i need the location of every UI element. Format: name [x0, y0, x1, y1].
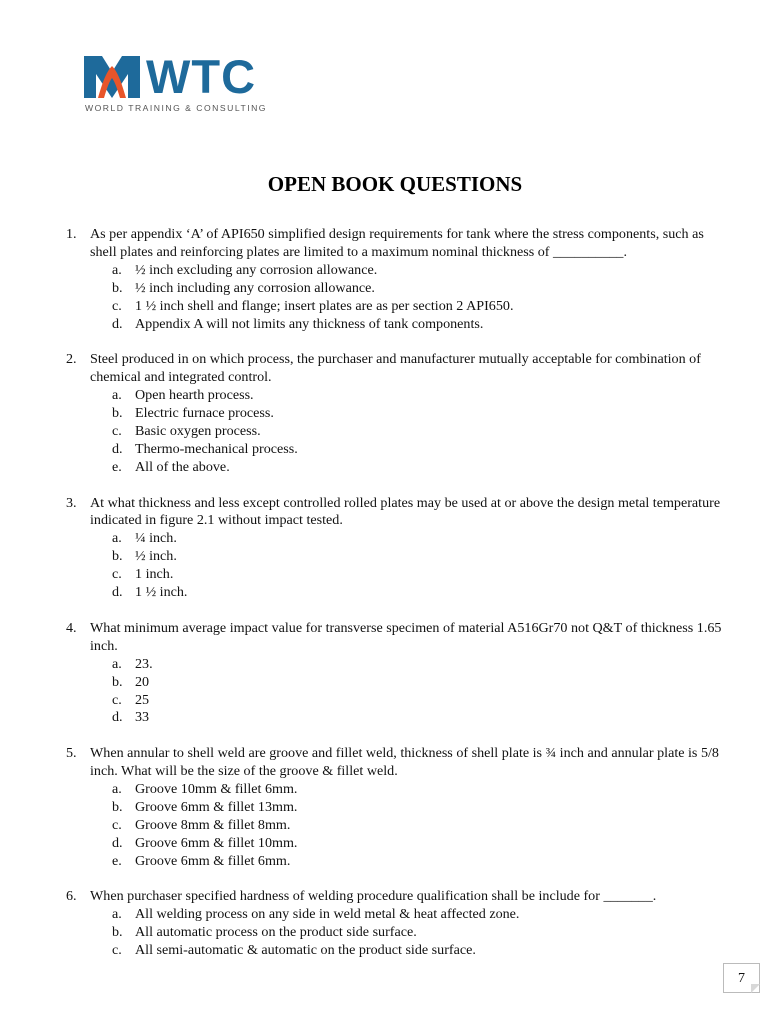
option-letter: d.	[112, 584, 123, 601]
question-number: 2.	[66, 351, 77, 368]
option-letter: a.	[112, 781, 122, 798]
option-letter: e.	[112, 458, 122, 475]
option-text: Groove 10mm & fillet 6mm.	[135, 781, 298, 798]
option-letter: b.	[112, 405, 123, 422]
answer-option	[66, 781, 726, 799]
question-item	[66, 888, 726, 960]
option-text: 1 ½ inch.	[135, 584, 188, 601]
option-text: Groove 8mm & fillet 8mm.	[135, 816, 291, 833]
option-letter: a.	[112, 655, 122, 672]
answer-option	[66, 692, 726, 710]
answer-option	[66, 853, 726, 871]
answer-option	[66, 280, 726, 298]
option-text: Groove 6mm & fillet 10mm.	[135, 834, 298, 851]
answer-option	[66, 924, 726, 942]
answer-option	[66, 441, 726, 459]
option-letter: b.	[112, 924, 123, 941]
answer-option	[66, 530, 726, 548]
question-number: 5.	[66, 745, 77, 762]
option-letter: c.	[112, 422, 122, 439]
question-text: Steel produced in on which process, the purchaser and manufacturer mutually acceptable for combination of chemical and integrated control.	[90, 351, 701, 386]
question-item	[66, 226, 726, 333]
question-number: 3.	[66, 494, 77, 511]
question-number: 1.	[66, 226, 77, 242]
answer-option	[66, 405, 726, 423]
option-letter: c.	[112, 297, 122, 314]
option-letter: b.	[112, 798, 123, 815]
logo-text: WTC	[146, 50, 257, 103]
option-text: 33	[135, 709, 150, 726]
option-text: ½ inch.	[135, 548, 177, 565]
option-text: 20	[135, 673, 150, 690]
logo-subtitle: WORLD TRAINING & CONSULTING	[85, 103, 267, 113]
question-item	[66, 495, 726, 602]
option-letter: a.	[112, 530, 122, 547]
answer-option	[66, 674, 726, 692]
answer-option	[66, 942, 726, 960]
option-letter: d.	[112, 834, 123, 851]
page-number: 7	[723, 963, 760, 993]
option-letter: a.	[112, 387, 122, 404]
answer-option	[66, 316, 726, 334]
question-text: As per appendix ‘A’ of API650 simplified design requirements for tank where the stress components, such as shell plates and reinforcing plates are limited to a maximum nominal thickness of __________.	[90, 226, 704, 260]
answer-option	[66, 817, 726, 835]
question-stem	[66, 495, 726, 531]
question-text: At what thickness and less except controlled rolled plates may be used at or above the design metal temperature indicated in figure 2.1 without impact tested.	[90, 494, 721, 529]
option-text: Groove 6mm & fillet 6mm.	[135, 852, 291, 869]
question-stem	[66, 888, 726, 906]
question-stem	[66, 745, 726, 781]
option-letter: a.	[112, 261, 122, 278]
option-text: 1 ½ inch shell and flange; insert plates are as per section 2 API650.	[135, 297, 514, 314]
option-letter: c.	[112, 691, 122, 708]
question-text: What minimum average impact value for transverse specimen of material A516Gr70 not Q&T of thickness 1.65 inch.	[90, 619, 722, 654]
option-text: ½ inch excluding any corrosion allowance.	[135, 261, 378, 278]
option-text: 1 inch.	[135, 566, 174, 583]
option-text: Electric furnace process.	[135, 405, 274, 422]
question-stem	[66, 620, 726, 656]
option-text: ¼ inch.	[135, 530, 177, 547]
answer-option	[66, 566, 726, 584]
option-text: Groove 6mm & fillet 13mm.	[135, 798, 298, 815]
option-letter: e.	[112, 852, 122, 869]
answer-option	[66, 262, 726, 280]
company-logo	[84, 50, 274, 116]
option-letter: a.	[112, 906, 122, 923]
option-letter: d.	[112, 315, 123, 332]
question-item	[66, 620, 726, 727]
answer-option	[66, 656, 726, 674]
question-number: 4.	[66, 619, 77, 636]
question-stem	[66, 351, 726, 387]
answer-option	[66, 709, 726, 727]
option-letter: d.	[112, 709, 123, 726]
option-text: All semi-automatic & automatic on the product side surface.	[135, 942, 476, 959]
answer-option	[66, 459, 726, 477]
option-letter: d.	[112, 440, 123, 457]
question-number: 6.	[66, 888, 77, 905]
option-text: ½ inch including any corrosion allowance.	[135, 279, 375, 296]
option-text: Appendix A will not limits any thickness of tank components.	[135, 315, 484, 332]
option-letter: c.	[112, 942, 122, 959]
option-text: All of the above.	[135, 458, 230, 475]
question-item	[66, 351, 726, 476]
answer-option	[66, 423, 726, 441]
answer-option	[66, 584, 726, 602]
option-text: All welding process on any side in weld metal & heat affected zone.	[135, 906, 520, 923]
question-list	[66, 226, 726, 978]
answer-option	[66, 548, 726, 566]
option-text: All automatic process on the product side surface.	[135, 924, 417, 941]
option-text: 23.	[135, 655, 153, 672]
question-text: When purchaser specified hardness of welding procedure qualification shall be include for _______.	[90, 888, 657, 905]
answer-option	[66, 799, 726, 817]
option-text: 25	[135, 691, 150, 708]
answer-option	[66, 835, 726, 853]
option-text: Open hearth process.	[135, 387, 254, 404]
option-letter: c.	[112, 816, 122, 833]
option-text: Basic oxygen process.	[135, 422, 261, 439]
option-letter: b.	[112, 548, 123, 565]
wtc-logo-icon	[84, 54, 142, 100]
option-letter: c.	[112, 566, 122, 583]
option-text: Thermo-mechanical process.	[135, 440, 298, 457]
answer-option	[66, 298, 726, 316]
option-letter: b.	[112, 279, 123, 296]
answer-option	[66, 387, 726, 405]
option-letter: b.	[112, 673, 123, 690]
question-item	[66, 745, 726, 870]
answer-option	[66, 906, 726, 924]
question-stem	[66, 226, 726, 262]
page-title: OPEN BOOK QUESTIONS	[267, 172, 523, 196]
question-text: When annular to shell weld are groove and fillet weld, thickness of shell plate is ¾ inch and annular plate is 5/8 inch. What will be the size of the groove & fillet weld.	[90, 745, 719, 780]
